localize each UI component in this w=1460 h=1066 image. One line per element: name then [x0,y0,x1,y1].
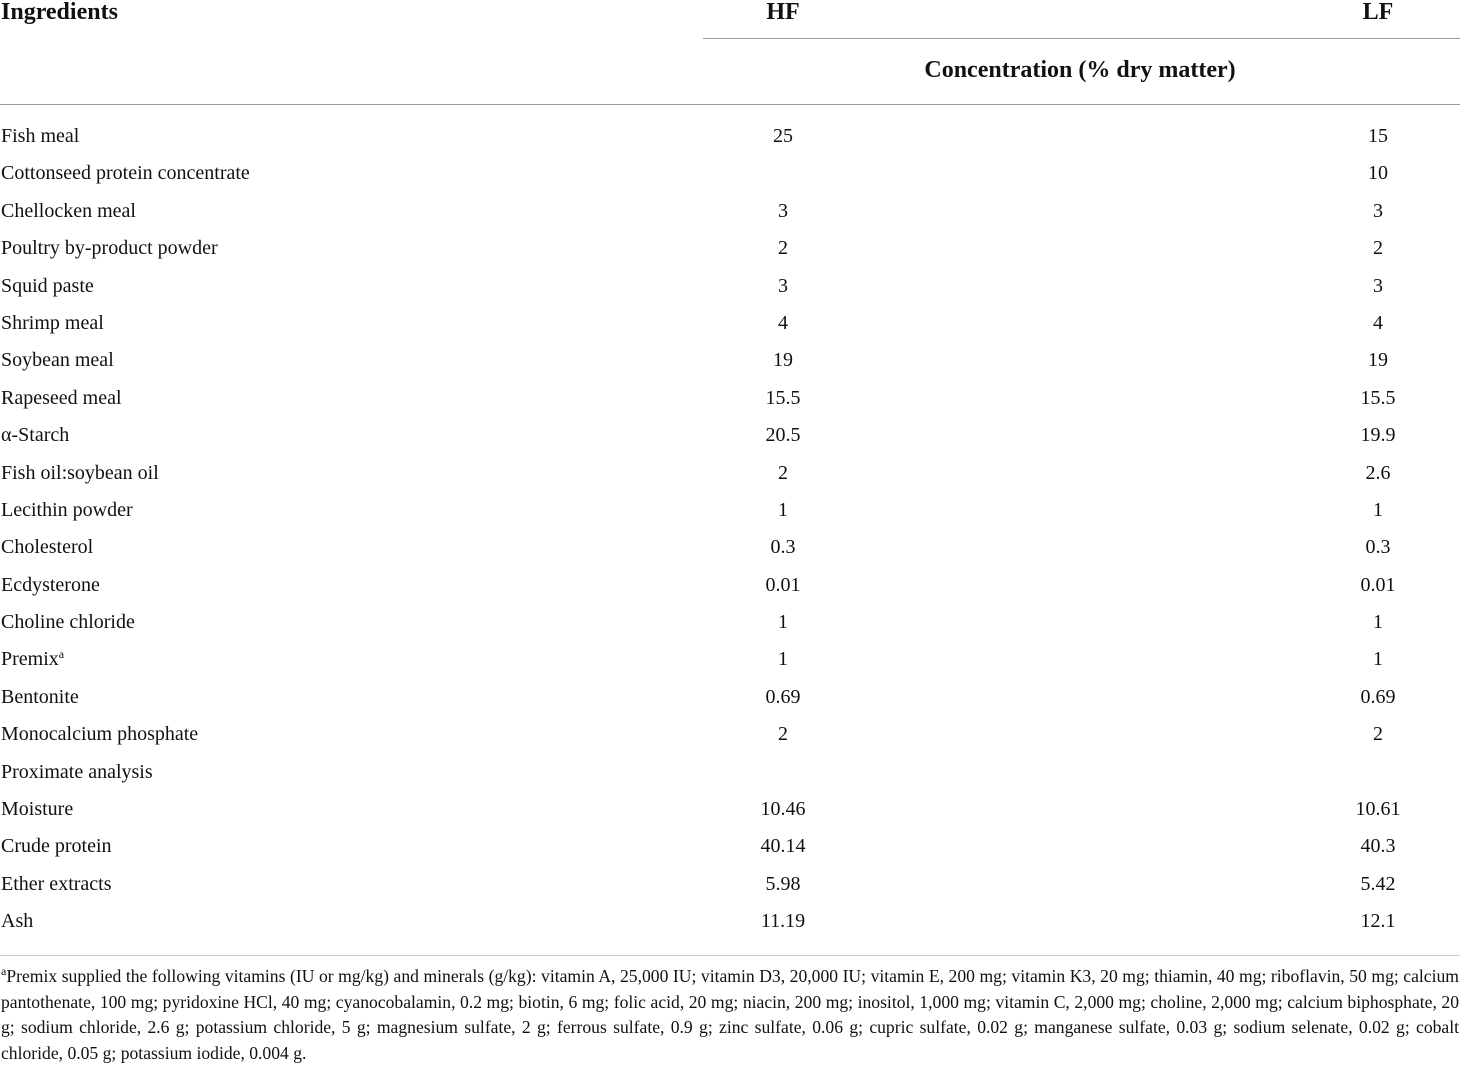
hf-value: 1 [778,611,788,634]
ingredient-label [1,903,33,940]
table-row [0,641,1460,678]
column-header-lf: LF [1362,0,1394,25]
table-row [0,903,1460,940]
lf-value: 2 [1373,723,1383,746]
lf-value: 5.42 [1360,872,1396,895]
hf-value: 5.98 [765,872,801,895]
hf-value: 4 [778,311,788,334]
table-row [0,342,1460,379]
ingredient-name: Premix [1,648,59,671]
hf-value: 10.46 [760,798,806,821]
ingredient-label [1,380,122,417]
hf-value: 3 [778,274,788,297]
footnote-marker: a [1,964,7,978]
ingredient-name: Squid paste [1,274,94,297]
subheader-divider [703,38,1460,39]
ingredient-name: Cottonseed protein concentrate [1,162,250,185]
table-row [0,754,1460,791]
hf-value: 0.01 [765,573,801,596]
hf-value: 11.19 [760,910,806,933]
ingredient-label [1,679,79,716]
ingredient-name: Fish meal [1,125,80,147]
ingredient-label [1,230,218,267]
ingredient-label [1,193,136,230]
ingredient-name: Bentonite [1,685,79,708]
subheader-concentration: Concentration (% dry matter) [924,57,1236,83]
lf-value: 12.1 [1360,910,1396,933]
lf-value: 4 [1373,311,1383,334]
hf-value: 2 [778,237,788,260]
hf-value: 19 [773,349,793,372]
header-divider [0,104,1460,105]
hf-value: 3 [778,199,788,222]
hf-value: 15.5 [765,386,801,409]
ingredient-name: Poultry by-product powder [1,237,218,260]
lf-value: 3 [1373,274,1383,297]
ingredient-label [1,754,153,791]
table-row [0,305,1460,342]
ingredient-name: Shrimp meal [1,311,104,334]
ingredient-name: Ecdysterone [1,573,100,596]
table-row [0,455,1460,492]
ingredient-name: α-Starch [1,424,70,447]
lf-value: 19 [1368,349,1388,372]
ingredient-name: Monocalcium phosphate [1,723,199,746]
lf-value: 15 [1368,125,1388,147]
ingredient-label [1,716,198,753]
lf-value: 40.3 [1360,835,1396,858]
lf-value: 0.01 [1360,573,1396,596]
hf-value: 0.3 [770,536,796,559]
hf-value: 25 [773,125,793,147]
ingredient-label [1,567,100,604]
ingredient-name: Moisture [1,798,74,821]
ingredient-label [1,791,73,828]
ingredient-label [1,305,104,342]
footnote-divider [0,955,1460,956]
hf-value: 1 [778,648,788,671]
ingredient-label [1,641,64,678]
lf-value: 3 [1373,199,1383,222]
table-row [0,492,1460,529]
table-row [0,380,1460,417]
table-row [0,268,1460,305]
ingredient-label [1,268,94,305]
ingredient-label [1,455,159,492]
table-row [0,791,1460,828]
table-row [0,230,1460,267]
table-row [0,155,1460,192]
lf-value: 10.61 [1355,798,1401,821]
lf-value: 2.6 [1365,461,1391,484]
column-header-hf: HF [766,0,800,25]
ingredient-label [1,529,93,566]
ingredient-name: Ether extracts [1,872,112,895]
ingredient-name: Crude protein [1,835,112,858]
ingredient-label [1,155,250,192]
table-row [0,866,1460,903]
lf-value: 1 [1373,648,1383,671]
ingredient-name: Cholesterol [1,536,94,559]
lf-value: 2 [1373,237,1383,260]
ingredient-name: Proximate analysis [1,760,153,783]
ingredient-name: Lecithin powder [1,498,133,521]
ingredient-label [1,492,133,529]
hf-value: 0.69 [765,685,801,708]
lf-value: 10 [1368,162,1388,185]
table-row [0,567,1460,604]
lf-value: 0.69 [1360,685,1396,708]
hf-value: 2 [778,723,788,746]
table-row [0,716,1460,753]
ingredient-name: Chellocken meal [1,199,136,222]
hf-value: 2 [778,461,788,484]
lf-value: 15.5 [1360,386,1396,409]
ingredient-name: Rapeseed meal [1,386,122,409]
hf-value: 40.14 [760,835,806,858]
table-row [0,529,1460,566]
ingredient-name: Fish oil:soybean oil [1,461,159,484]
ingredient-name: Soybean meal [1,349,114,372]
table-row [0,193,1460,230]
hf-value: 1 [778,498,788,521]
ingredient-label [1,604,135,641]
table-row [0,604,1460,641]
table-row [0,417,1460,454]
lf-value: 1 [1373,611,1383,634]
ingredient-label [1,417,69,454]
footnote-text: Premix supplied the following vitamins (IU or mg/kg) and minerals (g/kg): vitamin A, 25,000 IU; vitamin D3, 20,000 IU; vitamin E, 200 mg; vitamin K3, 20 mg; thiamin, 40 mg; riboflavin, 50 mg; calcium pantothenate, 100 mg; pyridoxine HCl, 40 mg; cyanocobalamin, 0.2 mg; biotin, 6 mg; folic acid, 20 mg; niacin, 200 mg; inositol, 1,000 mg; vitamin C, 2,000 mg; choline, 2,000 mg; calcium biphosphate, 20 g; sodium chloride, 2.6 g; potassium chloride, 5 g; magnesium sulfate, 2 g; ferrous sulfate, 0.9 g; zinc sulfate, 0.06 g; cupric sulfate, 0.02 g; manganese sulfate, 0.03 g; sodium selenate, 0.02 g; cobalt chloride, 0.05 g; potassium iodide, 0.004 g. [1,966,1459,1063]
ingredient-label [1,342,114,379]
ingredient-label [1,828,112,865]
ingredient-label [1,118,79,155]
lf-value: 0.3 [1365,536,1391,559]
ingredient-label [1,866,112,903]
table-row [0,828,1460,865]
footnote-reference: a [58,647,65,662]
table-row [0,118,1460,155]
column-header-ingredients: Ingredients [1,0,118,25]
table-footnote [1,964,1459,1066]
ingredient-name: Ash [1,910,34,933]
lf-value: 1 [1373,498,1383,521]
hf-value: 20.5 [765,424,801,447]
table-row [0,679,1460,716]
lf-value: 19.9 [1360,424,1396,447]
ingredient-name: Choline chloride [1,611,135,634]
table-body [0,118,1460,941]
